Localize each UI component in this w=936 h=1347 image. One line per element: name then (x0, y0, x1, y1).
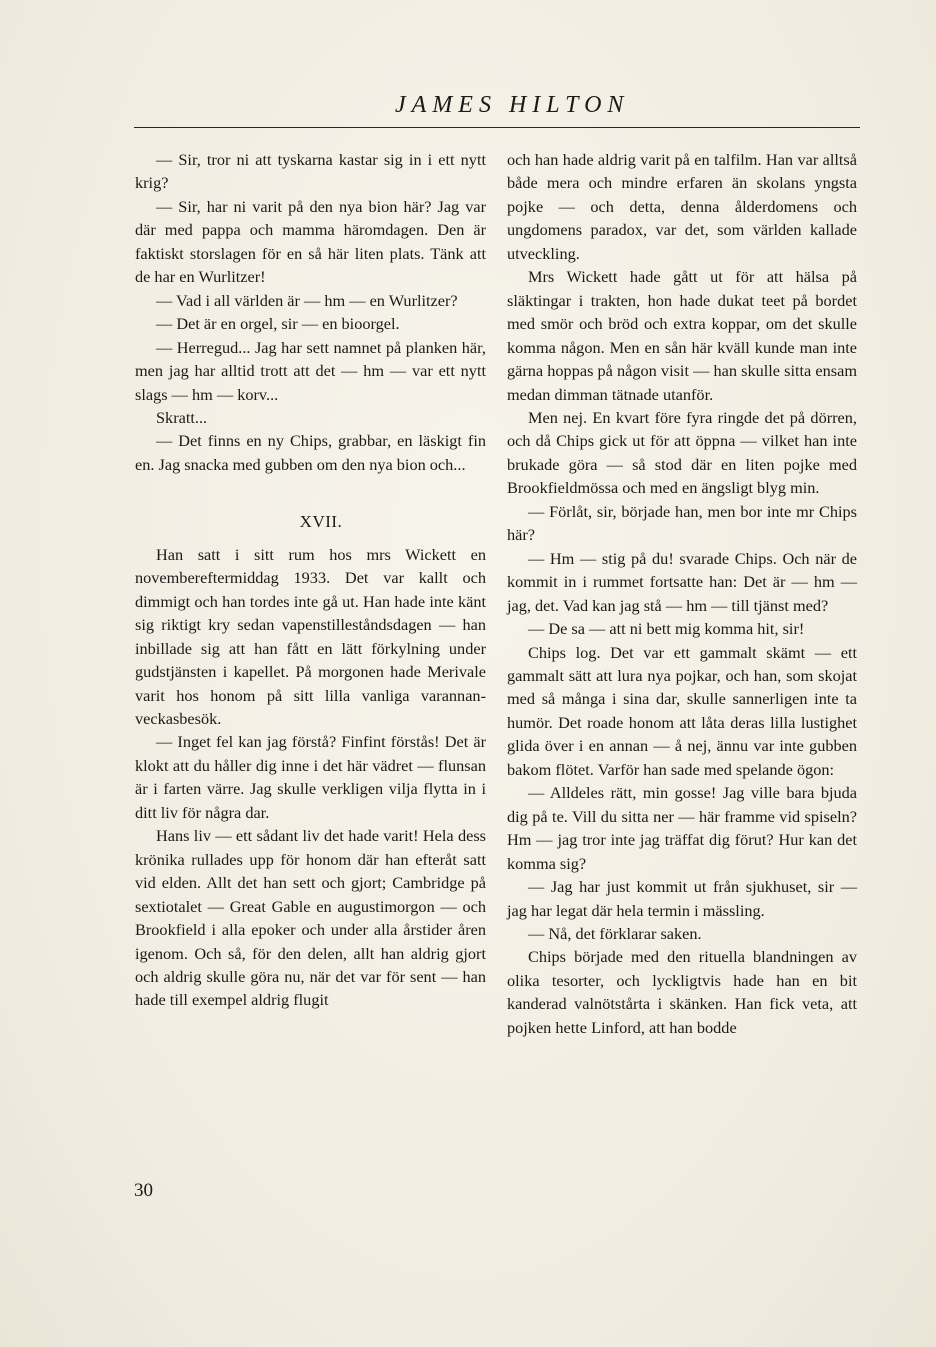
dialogue-paragraph: — Nå, det förklarar saken. (528, 923, 702, 943)
text-paragraph: och han hade aldrig varit på en talfilm. Han var alltså både mera och mindre erfaren än skolans yngsta pojke — och detta, denna ålderdomens och ungdomens paradox, var det, som världen kallade utveckling. (507, 150, 857, 263)
dialogue-paragraph: — Sir, har ni varit på den nya bion här? Jag var där med pappa och mamma häromdagen. Den är faktiskt storslagen för en så här liten plats. Tänk att de har en Wurlitzer! (135, 196, 486, 287)
dialogue-paragraph: — Det finns en ny Chips, grabbar, en läskigt fin en. Jag snacka med gubben om den nya bion och... (135, 431, 486, 474)
text-paragraph: Mrs Wickett hade gått ut för att hälsa på släktingar i trakten, hon hade dukat teet på bordet med smör och bröd och extra koppar, om det skulle komma någon. Men en sån här kväll kunde man inte gärna hoppas på någon visit — han skulle sitta ensam medan dimman tätnade utanför. (507, 267, 857, 404)
dialogue-paragraph: — De sa — att ni bett mig komma hit, sir! (528, 619, 805, 639)
text-paragraph: Hans liv — ett sådant liv det hade varit! Hela dess krönika rullades upp för honom där han efteråt satt vid elden. Allt det han sett och gjort; Cambridge på sextiotalet — Great Gable en augustimorgon — och Brookfield i alla epoker och under alla årstider åren igenom. Och så, för den delen, allt han aldrig gjort och aldrig skulle göra nu, när det var för sent — han hade till exempel aldrig flugit (135, 826, 486, 1010)
running-head: JAMES HILTON (395, 92, 630, 118)
dialogue-paragraph: — Hm — stig på du! svarade Chips. Och när de kommit in i rummet fortsatte han: Det är — hm — jag, det. Vad kan jag stå — hm — till tjänst med? (507, 548, 857, 615)
dialogue-paragraph: — Sir, tror ni att tyskarna kastar sig in i ett nytt krig? (135, 150, 486, 193)
text-paragraph: Chips log. Det var ett gammalt skämt — ett gammalt sätt att lura nya pojkar, och han, som skojat med så många i sina dar, skulle sannerligen inte ta humör. Det roade honom att låta deras lilla lustighet glida över i en annan — å nej, ännu var inte gubben bakom flötet. Varför han sade med spelande ögon: (507, 642, 857, 779)
dialogue-paragraph: — Herregud... Jag har sett namnet på planken här, men jag har alltid trott att det — hm — var ett nytt slags — hm — korv... (135, 337, 486, 404)
text-paragraph: Han satt i sitt rum hos mrs Wickett en novembereftermiddag 1933. Det var kallt och dimmigt och han tordes inte gå ut. Han hade inte känt sig riktigt kry sedan vapenstilleståndsdagen — han inbillade sig att han fått en lätt förkylning under gudstjänsten i kapellet. På morgonen hade Merivale varit hos honom på sitt lilla vanliga varannanveckasbesök. (135, 544, 486, 728)
dialogue-paragraph: — Förlåt, sir, började han, men bor inte mr Chips här? (507, 501, 857, 545)
text-paragraph: Chips började med den rituella blandningen av olika tesorter, och lyckligtvis hade han en bit kanderad valnötstårta i skänken. Han fick veta, att pojken hette Linford, att han bodde (507, 947, 857, 1037)
text-paragraph: Skratt... (156, 407, 208, 427)
left-column (135, 148, 486, 1012)
page-number: 30 (134, 1180, 153, 1201)
chapter-heading: XVII. (299, 512, 343, 532)
text-paragraph: Men nej. En kvart före fyra ringde det på dörren, och då Chips gick ut för att öppna — vilket han inte brukade göra — så stod där en liten pojke med Brookfieldmössa och med en ängsligt blyg min. (507, 407, 857, 498)
dialogue-paragraph: — Jag har just kommit ut från sjukhuset, sir — jag har legat där hela termin i mässling. (507, 877, 857, 920)
dialogue-paragraph: — Det är en orgel, sir — en bioorgel. (156, 314, 400, 334)
dialogue-paragraph: — Vad i all världen är — hm — en Wurlitzer? (156, 290, 458, 310)
header-rule (134, 127, 860, 128)
dialogue-paragraph: — Inget fel kan jag förstå? Finfint förstås! Det är klokt att du håller dig inne i det här vädret — flunsan är i farten värre. Jag skulle verkligen vilja flytta in i ditt liv för några dar. (135, 732, 486, 822)
dialogue-paragraph: — Alldeles rätt, min gosse! Jag ville bara bjuda dig på te. Vill du sitta ner — här framme vid spiseln? Hm — jag tror inte jag träffat dig förut? Hur kan det komma sig? (507, 783, 857, 873)
right-column (507, 148, 857, 1039)
